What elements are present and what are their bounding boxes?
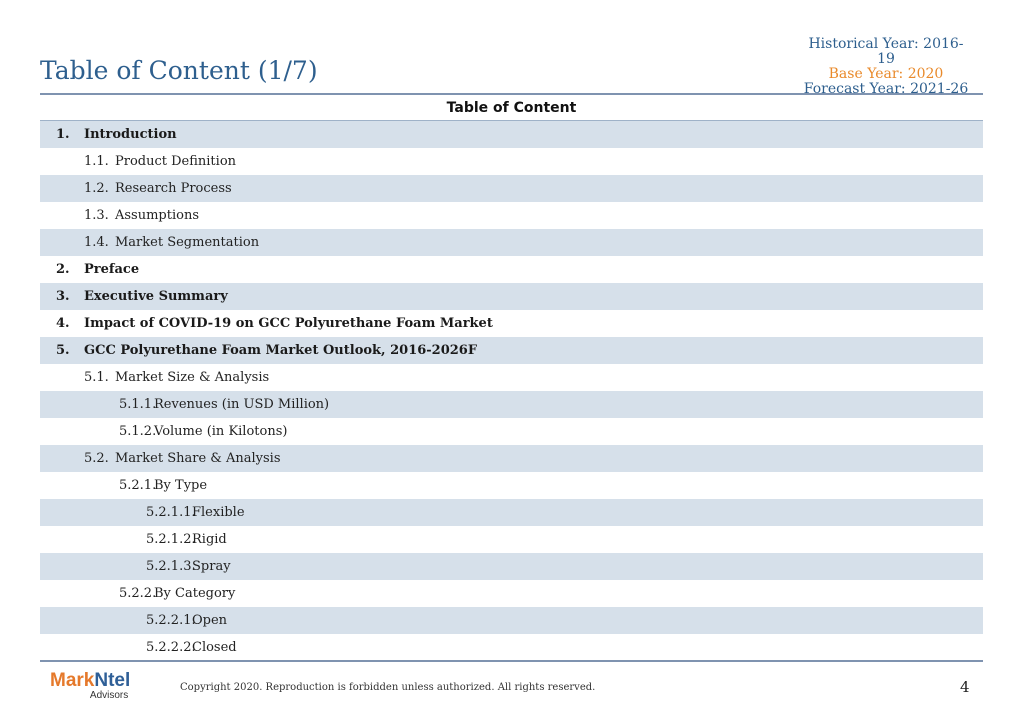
copyright-notice: Copyright 2020. Reproduction is forbidden unless authorized. All rights reserved. bbox=[180, 682, 596, 693]
toc-row bbox=[40, 148, 983, 175]
toc-row bbox=[40, 256, 983, 283]
toc-row-label: By Type bbox=[154, 478, 208, 493]
toc-row bbox=[40, 229, 983, 256]
toc-row-label: By Category bbox=[154, 586, 236, 601]
toc-row-label: Impact of COVID-19 on GCC Polyurethane Foam Market bbox=[84, 316, 493, 331]
toc-row-number: 5.2.1.1. bbox=[146, 505, 196, 520]
toc-row-label: Research Process bbox=[115, 181, 232, 196]
toc-row bbox=[40, 202, 983, 229]
toc-row-number: 2. bbox=[56, 262, 70, 277]
historical-year: Historical Year: 2016-19 bbox=[808, 36, 964, 67]
toc-row-number: 1.1. bbox=[84, 154, 109, 169]
toc-row-number: 3. bbox=[56, 289, 70, 304]
toc-row-label: Preface bbox=[84, 262, 140, 277]
toc-row-label: Market Segmentation bbox=[115, 235, 260, 250]
toc-row-number: 5.2.1.3. bbox=[146, 559, 196, 574]
logo-mark-text: Mark bbox=[50, 670, 95, 691]
toc-row-number: 1.3. bbox=[84, 208, 109, 223]
toc-row-label: Executive Summary bbox=[84, 289, 228, 304]
toc-row-label: Market Share & Analysis bbox=[115, 451, 281, 466]
toc-row bbox=[40, 607, 983, 634]
toc-row-number: 5.2.2.2. bbox=[146, 640, 196, 655]
toc-row bbox=[40, 364, 983, 391]
toc-row bbox=[40, 391, 983, 418]
page-title: Table of Content (1/7) bbox=[40, 56, 318, 85]
footer-divider bbox=[40, 660, 983, 662]
toc-row-label: Market Size & Analysis bbox=[115, 370, 270, 385]
toc-row-label: Flexible bbox=[192, 505, 245, 520]
page-number: 4 bbox=[960, 678, 970, 696]
toc-row bbox=[40, 580, 983, 607]
toc-row bbox=[40, 634, 983, 661]
toc-row-label: Spray bbox=[192, 559, 231, 574]
logo-subtitle: Advisors bbox=[89, 690, 129, 701]
year-info bbox=[801, 37, 971, 97]
toc-row-number: 5.2.2. bbox=[119, 586, 157, 601]
forecast-year: Forecast Year: 2021-26 bbox=[803, 81, 969, 97]
toc-row bbox=[40, 472, 983, 499]
toc-row bbox=[40, 283, 983, 310]
toc-row bbox=[40, 445, 983, 472]
logo-wordmark bbox=[50, 671, 130, 690]
toc-row bbox=[40, 418, 983, 445]
toc-row-label: Volume (in Kilotons) bbox=[154, 424, 288, 439]
toc-row-number: 5.2.1.2. bbox=[146, 532, 196, 547]
table-of-content bbox=[40, 96, 983, 661]
toc-row-number: 4. bbox=[56, 316, 70, 331]
toc-row-number: 1.2. bbox=[84, 181, 109, 196]
toc-row-number: 1. bbox=[56, 127, 70, 142]
toc-row-label: Product Definition bbox=[115, 154, 237, 169]
toc-heading: Table of Content bbox=[40, 96, 983, 121]
toc-row-label: Open bbox=[192, 613, 228, 628]
toc-row bbox=[40, 553, 983, 580]
toc-row-label: Revenues (in USD Million) bbox=[154, 397, 330, 412]
toc-row-number: 5.1.1. bbox=[119, 397, 157, 412]
logo-ntel-text: Ntel bbox=[94, 670, 131, 691]
toc-row-label: Rigid bbox=[192, 532, 227, 547]
toc-row bbox=[40, 526, 983, 553]
toc-row bbox=[40, 310, 983, 337]
toc-row-number: 5.1. bbox=[84, 370, 109, 385]
toc-row bbox=[40, 499, 983, 526]
header-divider bbox=[40, 93, 983, 95]
toc-row bbox=[40, 175, 983, 202]
toc-row-label: Closed bbox=[192, 640, 237, 655]
toc-row-number: 5.2.2.1. bbox=[146, 613, 196, 628]
company-logo bbox=[50, 671, 130, 701]
toc-row bbox=[40, 121, 983, 148]
toc-row-label: Introduction bbox=[84, 127, 177, 142]
toc-row-number: 5.1.2. bbox=[119, 424, 157, 439]
toc-row bbox=[40, 337, 983, 364]
toc-row-number: 5. bbox=[56, 343, 70, 358]
toc-row-label: Assumptions bbox=[115, 208, 200, 223]
toc-row-number: 5.2. bbox=[84, 451, 109, 466]
base-year: Base Year: 2020 bbox=[828, 66, 944, 82]
toc-row-number: 1.4. bbox=[84, 235, 109, 250]
toc-row-number: 5.2.1. bbox=[119, 478, 157, 493]
toc-row-label: GCC Polyurethane Foam Market Outlook, 2016-2026F bbox=[84, 343, 478, 358]
